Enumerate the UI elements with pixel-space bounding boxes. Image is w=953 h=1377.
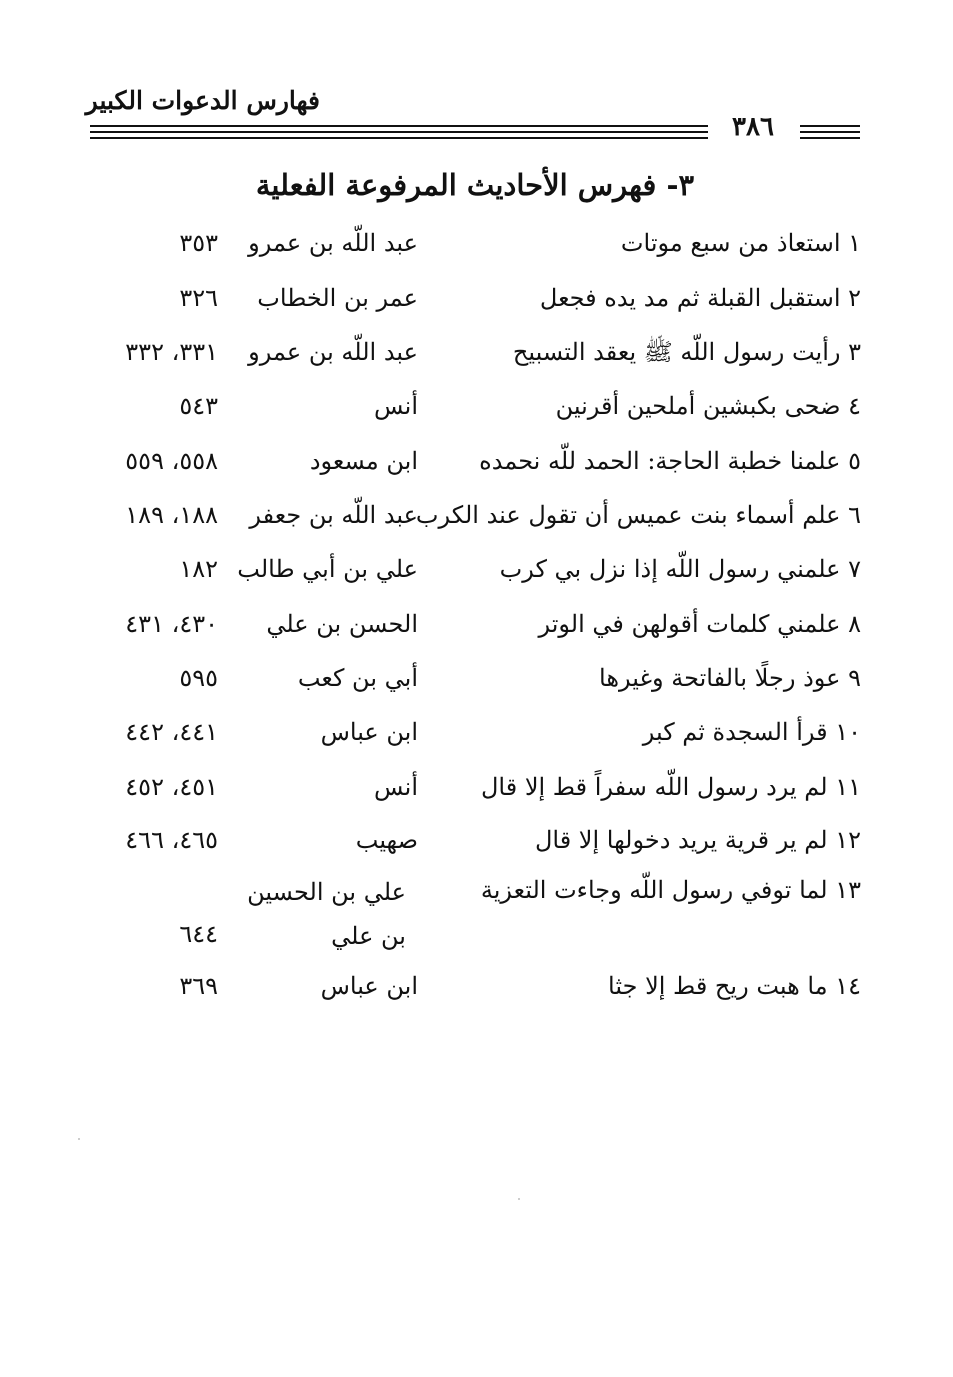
narrator: ابن عباس	[320, 718, 418, 746]
page-refs: ١٨٢	[179, 555, 218, 583]
hadith-text: ١١ لم يرد رسول اللّه سفراً قط إلا قال	[480, 773, 861, 801]
narrator: الحسن بن علي	[266, 610, 418, 638]
page-refs: ٣٦٩	[179, 972, 218, 1000]
index-row	[0, 712, 953, 752]
narrator: أبي بن كعب	[297, 664, 418, 692]
hadith-text: ٩ عوذ رجلًا بالفاتحة وغيرها	[599, 664, 861, 692]
narrator: صهيب	[355, 826, 418, 854]
narrator: أنس	[374, 773, 418, 801]
page-refs: ٤٣٠، ٤٣١	[125, 610, 218, 638]
page-number: ٣٨٦	[732, 112, 774, 142]
page-refs: ٤٤١، ٤٤٢	[125, 718, 218, 746]
hadith-text: ٧ علمني رسول اللّه إذا نزل بي كرب	[499, 555, 861, 583]
page-refs: ٤٦٥، ٤٦٦	[125, 826, 218, 854]
hadith-text: ٢ استقبل القبلة ثم مد يده فجعل	[539, 284, 861, 312]
index-row	[0, 386, 953, 426]
narrator: عبد اللّه بن جعفر	[249, 501, 418, 529]
header-rule-right-top	[800, 125, 860, 127]
page-refs: ٥٤٣	[179, 392, 218, 420]
index-row	[0, 767, 953, 807]
scan-speck	[78, 1138, 80, 1140]
hadith-text: ١٤ ما هبت ريح قط إلا جثا	[608, 972, 861, 1000]
index-row	[0, 604, 953, 644]
index-row	[0, 966, 953, 1006]
page-refs: ٣٣١، ٣٣٢	[125, 338, 218, 366]
header-rule-left-bottom	[90, 137, 708, 139]
narrator: عبد اللّه بن عمرو	[248, 229, 418, 257]
index-row	[0, 495, 953, 535]
hadith-text: ١ استعاذ من سبع موتات	[620, 229, 861, 257]
hadith-text: ٤ ضحى بكبشين أملحين أقرنين	[555, 392, 861, 420]
index-row	[0, 223, 953, 263]
page-refs: ١٨٨، ١٨٩	[125, 501, 218, 529]
narrator: عمر بن الخطاب	[257, 284, 418, 312]
hadith-text: ٨ علمني كلمات أقولهن في الوتر	[538, 610, 861, 638]
index-row	[0, 332, 953, 372]
header-rule-left-top	[90, 125, 708, 127]
running-header-title: فهارس الدعوات الكبير	[85, 86, 320, 115]
index-row	[0, 549, 953, 589]
hadith-text: ٣ رأيت رسول اللّه ﷺ يعقد التسبيح	[512, 338, 861, 366]
page-refs: ٤٥١، ٤٥٢	[125, 773, 218, 801]
index-row	[0, 870, 953, 960]
page-refs: ٦٤٤	[179, 920, 218, 948]
narrator: عبد اللّه بن عمرو	[248, 338, 418, 366]
header-rule-left-middle	[90, 131, 708, 133]
narrator: أنس	[374, 392, 418, 420]
scan-speck	[518, 1198, 520, 1200]
hadith-text: ١٢ لم ير قرية يريد دخولها إلا قال	[534, 826, 861, 854]
narrator: علي بن الحسين بن علي	[247, 878, 406, 950]
narrator: ابن عباس	[320, 972, 418, 1000]
index-row	[0, 441, 953, 481]
narrator: ابن مسعود	[309, 447, 418, 475]
hadith-text: ١٠ قرأ السجدة ثم كبر	[642, 718, 861, 746]
hadith-text: ٥ علمنا خطبة الحاجة: الحمد للّه نحمده	[479, 447, 861, 475]
hadith-text: ٦ علم أسماء بنت عميس أن تقول عند الكرب	[415, 501, 861, 529]
hadith-text: ١٣ لما توفي رسول اللّه وجاءت التعزية	[480, 876, 861, 904]
section-heading: ٣- فهرس الأحاديث المرفوعة الفعلية	[255, 168, 695, 202]
narrator: علي بن أبي طالب	[237, 555, 418, 583]
index-row	[0, 278, 953, 318]
page-refs: ٣٢٦	[179, 284, 218, 312]
index-row	[0, 658, 953, 698]
page-refs: ٥٩٥	[179, 664, 218, 692]
header-rule-right-bottom	[800, 137, 860, 139]
page-refs: ٣٥٣	[179, 229, 218, 257]
page-refs: ٥٥٨، ٥٥٩	[125, 447, 218, 475]
index-row	[0, 820, 953, 860]
header-rule-right-middle	[800, 131, 860, 133]
